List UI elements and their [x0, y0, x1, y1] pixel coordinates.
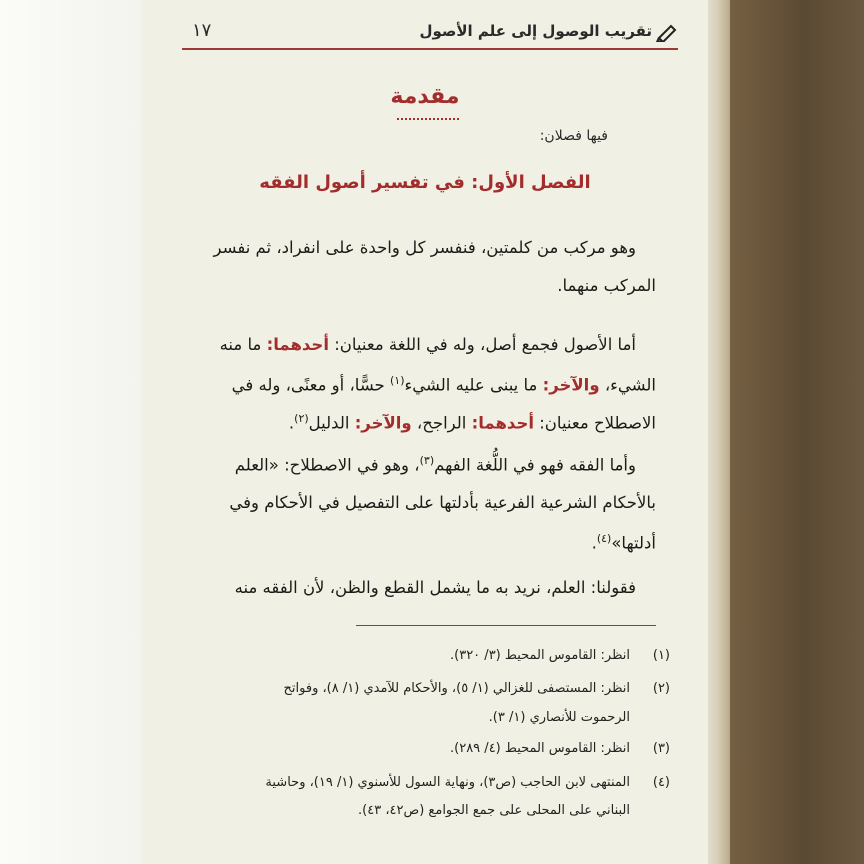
body-text: الاصطلاح معنيان: [534, 413, 656, 433]
running-header [182, 14, 678, 50]
body-text: الراجح، [411, 413, 472, 433]
footnote-marker[interactable]: (٢) [294, 412, 309, 425]
body-line [184, 532, 656, 553]
footnote-1 [184, 648, 670, 663]
footnote-text: الرحموت للأنصاري (١/ ٣). [488, 710, 630, 725]
body-line [184, 374, 656, 395]
footnote-4 [184, 775, 670, 790]
title-ornament [397, 118, 459, 120]
page-number: ١٧ [192, 20, 212, 41]
section-title: مقدمة [390, 84, 460, 109]
right-background [716, 0, 864, 864]
highlight-term: والآخر: [542, 375, 600, 395]
body-text: أدلتها» [611, 533, 656, 553]
footnote-4-cont [184, 803, 670, 818]
footnote-text: المنتهى لابن الحاجب (ص٣)، ونهاية السول للأسنوي (١/ ١٩)، وحاشية [265, 775, 630, 790]
body-text: بالأحكام الشرعية الفرعية بأدلتها على التفصيل في الأحكام وفي [229, 493, 656, 512]
body-line [184, 335, 636, 354]
highlight-term: أحدهما: [471, 413, 534, 433]
body-text: أما الأصول فجمع أصل، وله في اللغة معنيان: [328, 335, 636, 354]
book-page [142, 0, 708, 864]
footnote-number: (٤) [652, 775, 670, 790]
body-text: . [591, 533, 597, 553]
body-line [184, 238, 636, 257]
footnote-2 [184, 681, 670, 696]
body-text: فقولنا: العلم، نريد به ما يشمل القطع والظن، لأن الفقه منه [234, 578, 636, 597]
body-text: ما يبنى عليه الشيء [404, 375, 543, 395]
footnote-text: البناني على المحلى على جمع الجوامع (ص٤٢، ٤٣). [358, 803, 630, 818]
body-line [184, 454, 636, 475]
footnote-marker[interactable]: (٤) [596, 532, 612, 545]
left-background [0, 0, 150, 864]
body-text: ، وهو في الاصطلاح: «العلم [234, 455, 420, 475]
footnote-text: انظر: القاموس المحيط (٣/ ٣٢٠). [450, 648, 630, 663]
chapter-title: الفصل الأول: في تفسير أصول الفقه [259, 172, 591, 193]
body-text: وهو مركب من كلمتين، فنفسر كل واحدة على انفراد، ثم نفسر [213, 238, 636, 257]
body-text: المركب منهما. [557, 276, 656, 295]
intro-line: فيها فصلان: [539, 128, 608, 144]
highlight-term: والآخر: [354, 413, 412, 433]
body-text: الشيء، [599, 375, 656, 395]
body-line [184, 493, 656, 512]
body-text: ما منه [219, 335, 267, 354]
body-text: وأما الفقه فهو في اللُّغة الفهم [434, 455, 636, 475]
body-line [184, 578, 636, 597]
body-text: حسًّا، أو معنًى، وله في [231, 375, 390, 395]
footnote-number: (٣) [652, 741, 670, 756]
highlight-term: أحدهما: [266, 335, 329, 354]
footnote-text: انظر: المستصفى للغزالي (١/ ٥)، والأحكام للآمدي (١/ ٨)، وفواتح [283, 681, 630, 696]
footnote-number: (٢) [652, 681, 670, 696]
footnote-number: (١) [652, 648, 670, 663]
footnote-3 [184, 741, 670, 756]
footnote-2-cont [184, 710, 670, 725]
footnote-text: انظر: القاموس المحيط (٤/ ٢٨٩). [450, 741, 630, 756]
footnote-separator [356, 625, 656, 626]
body-line [184, 276, 656, 295]
body-text: . [288, 413, 295, 433]
body-line [184, 412, 656, 433]
body-text: الدليل [308, 413, 355, 433]
running-title: تقريب الوصول إلى علم الأصول [419, 22, 652, 40]
footnote-marker[interactable]: (١) [389, 374, 405, 387]
footnote-marker[interactable]: (٣) [419, 454, 435, 467]
pen-icon [656, 22, 678, 42]
